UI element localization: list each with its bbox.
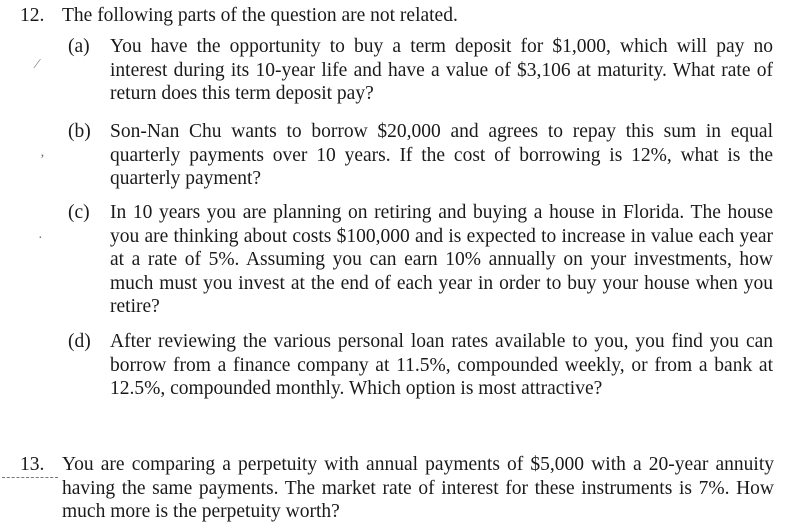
margin-pencil-mark bbox=[2, 477, 58, 478]
part-label: (d) bbox=[68, 331, 91, 352]
question-text: You are comparing a perpetuity with annual payments of $5,000 with a 20-year annuity having the same payments. The market rate of interest for these instruments is 7%. How much more is the perpetuity worth? bbox=[62, 454, 774, 522]
margin-pencil-mark: ‚ bbox=[40, 145, 45, 160]
part-text: After reviewing the various personal loan rates available to you, you find you can borrow from a finance company at 11.5%, compounded weekly, or from a bank at 12.5%, compounded monthly. Which option is most attractive? bbox=[110, 331, 773, 399]
margin-pencil-mark: ⁄ bbox=[36, 57, 39, 72]
question-stem: The following parts of the question are not related. bbox=[62, 5, 458, 26]
part-label: (a) bbox=[68, 36, 90, 57]
part-label: (b) bbox=[68, 121, 91, 142]
question-number: 12. bbox=[20, 5, 45, 26]
part-label: (c) bbox=[68, 202, 90, 223]
part-text: In 10 years you are planning on retiring and buying a house in Florida. The house you are thinking about costs $100,000 and is expected to increase in value each year at a rate of 5%. Assuming you can earn 10% annually on your investments, how much must you invest at the end of each year in order to buy your house when you retire? bbox=[110, 202, 773, 317]
part-text: Son-Nan Chu wants to borrow $20,000 and agrees to repay this sum in equal quarterly payments over 10 years. If the cost of borrowing is 12%, what is the quarterly payment? bbox=[110, 121, 773, 189]
part-text: You have the opportunity to buy a term deposit for $1,000, which will pay no interest during its 10-year life and have a value of $3,106 at maturity. What rate of return does this term deposit pay? bbox=[110, 36, 773, 104]
question-number: 13. bbox=[20, 454, 45, 475]
margin-pencil-mark: · bbox=[38, 231, 43, 246]
